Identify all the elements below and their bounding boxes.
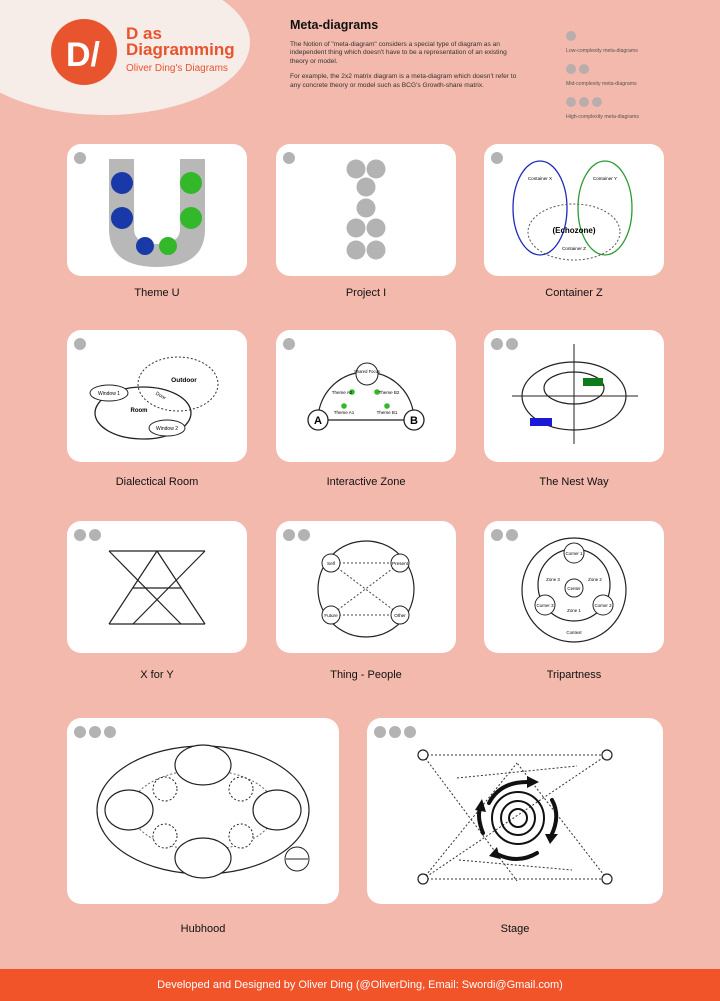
theme-u-diagram [67,144,247,276]
svg-text:Room: Room [130,408,148,414]
complexity-dots-icon [491,337,521,355]
svg-text:Zone 2: Zone 2 [588,577,602,582]
svg-text:Center: Center [567,586,581,591]
complexity-dots-icon [74,337,89,355]
complexity-dots-icon [283,151,298,169]
container-z-diagram [484,144,664,276]
diagram-title: Project I [345,287,387,299]
svg-text:Context: Context [566,630,582,635]
card-stage[interactable] [367,718,663,904]
diagram-title: Stage [500,923,530,935]
diagram-title: X for Y [140,669,174,681]
diagram-title: Hubhood [180,923,226,935]
legend-row-low [566,28,716,54]
svg-text:Container Y: Container Y [592,176,618,181]
logo-icon [50,18,118,86]
two-dots-icon [566,61,716,79]
brand-subtitle: Oliver Ding's Diagrams [126,63,228,74]
svg-text:Corner 1: Corner 1 [565,551,583,556]
svg-text:Door: Door [154,390,167,402]
svg-text:Other: Other [394,613,406,618]
svg-text:A: A [314,415,322,427]
svg-text:Window 1: Window 1 [98,391,120,397]
interactive-zone-diagram [276,330,456,462]
svg-text:Corner 2: Corner 2 [594,603,612,608]
svg-text:Container Z: Container Z [561,246,587,251]
intro-paragraph: The Notion of "meta-diagram" considers a special type of diagram as an independent thing which doesn't have to be a representation of an existing theory or model. [290,41,507,65]
card-thing-people[interactable] [276,521,456,653]
dialectical-room-diagram [67,330,247,462]
three-dots-icon [566,94,716,112]
diagram-title: Thing - People [330,669,402,681]
legend-row-mid [566,61,716,87]
complexity-dots-icon [491,528,521,546]
svg-text:Self: Self [327,561,335,566]
svg-text:Theme A2: Theme A2 [331,390,353,395]
svg-text:Shared Focus: Shared Focus [353,369,381,374]
complexity-dots-icon [74,528,104,546]
footer-credits: Developed and Designed by Oliver Ding (@OliverDing, Email: Swordi@Gmail.com) [0,969,720,1001]
brand-name: D as Diagramming [126,24,235,59]
svg-text:D/: D/ [66,36,100,74]
diagram-title: Container Z [545,287,603,299]
svg-text:Zone 1: Zone 1 [567,608,581,613]
complexity-dots-icon [283,528,313,546]
intro-title: Meta-diagrams [290,18,379,32]
svg-text:Container X: Container X [527,176,553,181]
hubhood-diagram [67,718,339,904]
diagram-title: Tripartness [546,669,602,681]
complexity-dots-icon [74,725,119,743]
stage-diagram [367,718,663,904]
card-dialectical-room[interactable] [67,330,247,462]
card-container-z[interactable] [484,144,664,276]
legend-label: High-complexity meta-diagrams [566,114,639,120]
svg-text:Window 2: Window 2 [156,426,178,432]
intro-block [290,18,525,97]
svg-text:Future: Future [324,613,338,618]
intro-paragraph: For example, the 2x2 matrix diagram is a meta-diagram which doesn't refer to any concrete theory or model such as BCG's Growth-share matrix. [290,73,517,89]
svg-text:Corner 3: Corner 3 [536,603,554,608]
complexity-legend [566,28,716,127]
legend-row-high [566,94,716,120]
one-dot-icon [566,28,716,46]
svg-text:Theme B2: Theme B2 [378,390,400,395]
diagram-title: Dialectical Room [115,476,199,488]
svg-text:Zone 3: Zone 3 [546,577,560,582]
card-theme-u[interactable] [67,144,247,276]
diagram-title: Interactive Zone [326,476,406,488]
complexity-dots-icon [491,151,506,169]
diagram-title: The Nest Way [539,476,609,488]
diagram-title: Theme U [134,287,180,299]
complexity-dots-icon [74,151,89,169]
svg-text:B: B [410,415,418,427]
card-project-i[interactable] [276,144,456,276]
complexity-dots-icon [374,725,419,743]
card-tripartness[interactable] [484,521,664,653]
card-nest-way[interactable] [484,330,664,462]
svg-text:(Echozone): (Echozone) [552,226,596,235]
card-x-for-y[interactable] [67,521,247,653]
legend-label: Mid-complexity meta-diagrams [566,81,637,87]
project-i-diagram [276,144,456,276]
complexity-dots-icon [283,337,298,355]
svg-text:Present: Present [392,561,408,566]
svg-text:Theme A1: Theme A1 [333,410,355,415]
card-interactive-zone[interactable] [276,330,456,462]
legend-label: Low-complexity meta-diagrams [566,48,638,54]
card-hubhood[interactable] [67,718,339,904]
svg-text:Outdoor: Outdoor [171,377,197,384]
svg-text:Theme B1: Theme B1 [376,410,398,415]
